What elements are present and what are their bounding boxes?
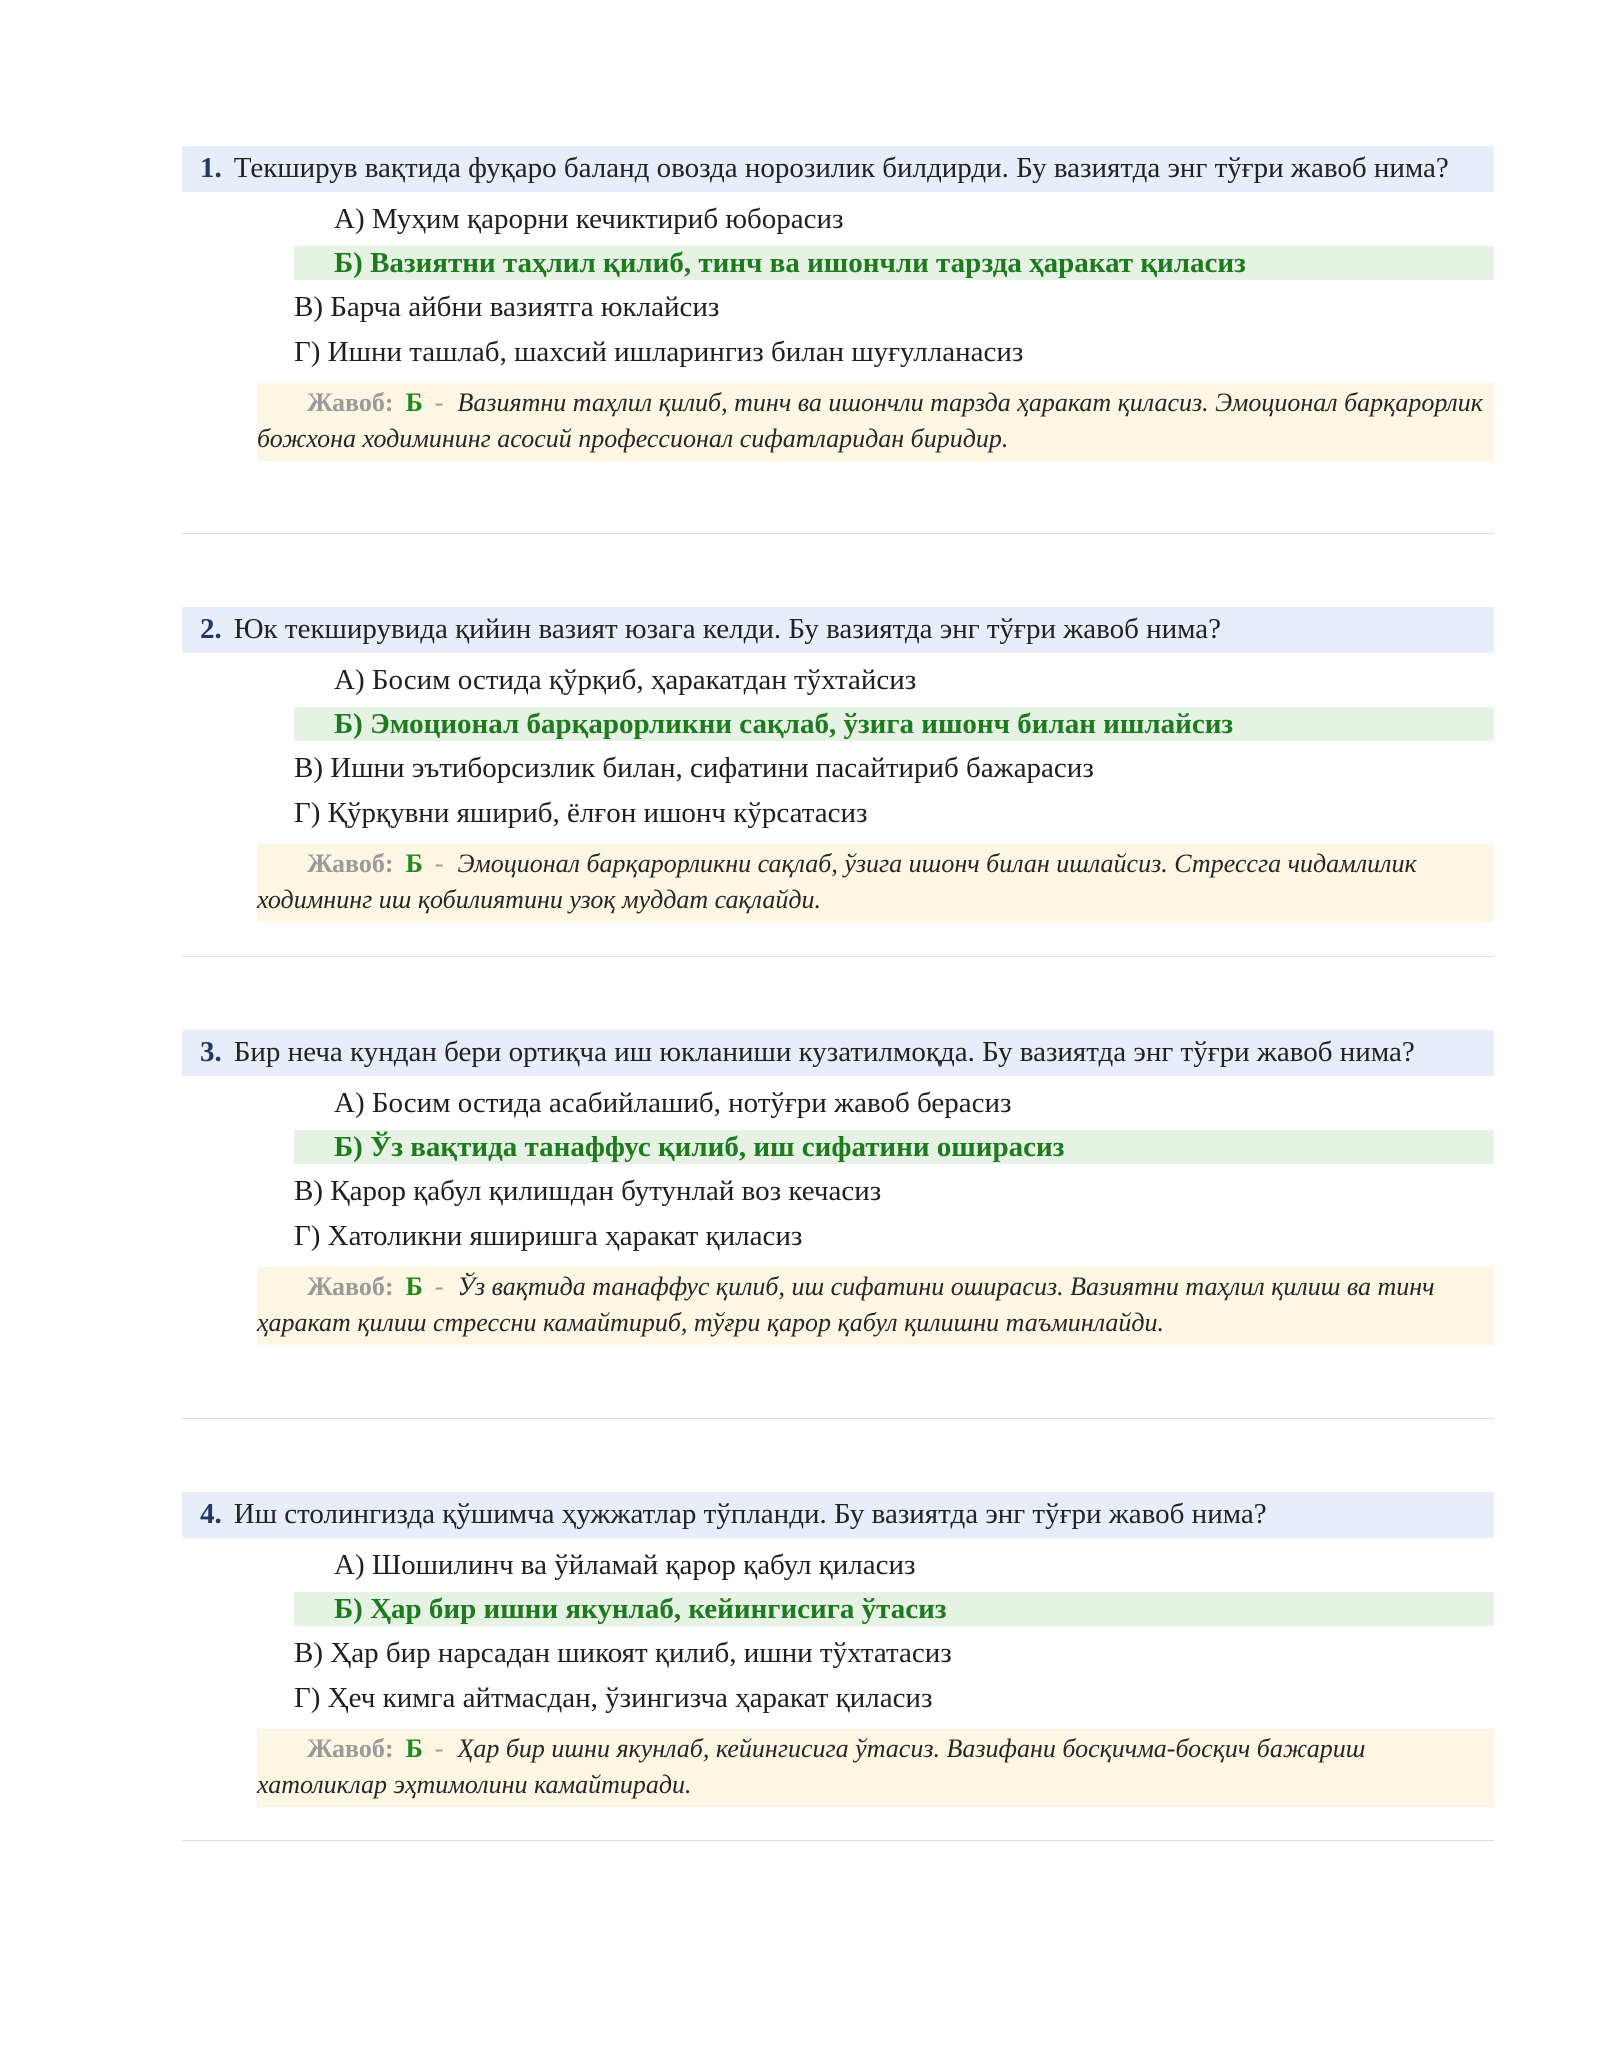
answer-dash: - (434, 1272, 444, 1301)
question-heading (182, 607, 1494, 653)
answer-box (257, 1267, 1494, 1345)
option-b-correct: Б) Ҳар бир ишни якунлаб, кейингисига ўтасиз (294, 1592, 1494, 1626)
answer-letter: Б (405, 1734, 423, 1763)
option-a: А) Босим остида асабийлашиб, нотўғри жавоб берасиз (334, 1087, 1012, 1119)
option-v: В) Ҳар бир нарсадан шикоят қилиб, ишни тўхтатасиз (294, 1637, 952, 1669)
option-a: А) Муҳим қарорни кечиктириб юборасиз (334, 203, 844, 235)
question-number: 3. (200, 1036, 222, 1068)
question-divider (182, 956, 1494, 957)
question-text: Текширув вақтида фуқаро баланд овозда норозилик билдирди. Бу вазиятда энг тўғри жавоб нима? (233, 152, 1449, 184)
answer-label: Жавоб: (307, 849, 394, 878)
option-g: Г) Хатоликни яширишга ҳаракат қиласиз (294, 1220, 803, 1252)
question-text: Юк текширувида қийин вазият юзага келди. Бу вазиятда энг тўғри жавоб нима? (233, 613, 1222, 645)
question-heading (182, 1492, 1494, 1538)
option-v: В) Қарор қабул қилишдан бутунлай воз кечасиз (294, 1175, 882, 1207)
option-b-correct: Б) Ўз вақтида танаффус қилиб, иш сифатини оширасиз (294, 1130, 1494, 1164)
answer-letter: Б (405, 1272, 423, 1301)
answer-box (257, 1729, 1494, 1807)
question-text: Бир неча кундан бери ортиқча иш юкланиши кузатилмоқда. Бу вазиятда энг тўғри жавоб нима? (233, 1036, 1415, 1068)
question-divider (182, 1418, 1494, 1419)
answer-box (257, 383, 1494, 461)
question-heading (182, 146, 1494, 192)
question-heading (182, 1030, 1494, 1076)
question-divider (182, 533, 1494, 534)
answer-explanation: Ўз вақтида танаффус қилиб, иш сифатини оширасиз. Вазиятни таҳлил қилиш ва тинч ҳаракат қилиш стрессни камайтириб, тўғри қарор қабул қилишни таъминлайди. (257, 1272, 1435, 1337)
answer-box (257, 844, 1494, 922)
answer-explanation: Вазиятни таҳлил қилиб, тинч ва ишончли тарзда ҳаракат қиласиз. Эмоционал барқарорлик божхона ходимининг асосий профессионал сифатларидан биридир. (257, 388, 1483, 453)
answer-explanation: Ҳар бир ишни якунлаб, кейингисига ўтасиз. Вазифани босқичма-босқич бажариш хатоликлар эҳтимолини камайтиради. (257, 1734, 1366, 1799)
question-number: 4. (200, 1498, 222, 1530)
answer-label: Жавоб: (307, 1272, 394, 1301)
answer-letter: Б (405, 388, 423, 417)
option-g: Г) Ишни ташлаб, шахсий ишларингиз билан шуғулланасиз (294, 336, 1024, 368)
option-g: Г) Ҳеч кимга айтмасдан, ўзингизча ҳаракат қиласиз (294, 1682, 933, 1714)
question-number: 1. (200, 152, 222, 184)
question-text: Иш столингизда қўшимча ҳужжатлар тўпланди. Бу вазиятда энг тўғри жавоб нима? (233, 1498, 1267, 1530)
question-divider (182, 1840, 1494, 1841)
answer-dash: - (434, 849, 444, 878)
option-a: А) Босим остида қўрқиб, ҳаракатдан тўхтайсиз (334, 664, 917, 696)
answer-label: Жавоб: (307, 388, 394, 417)
option-a: А) Шошилинч ва ўйламай қарор қабул қиласиз (334, 1549, 916, 1581)
question-number: 2. (200, 613, 222, 645)
option-v: В) Барча айбни вазиятга юклайсиз (294, 291, 720, 323)
option-v: В) Ишни эътиборсизлик билан, сифатини пасайтириб бажарасиз (294, 752, 1094, 784)
option-g: Г) Қўрқувни яшириб, ёлғон ишонч кўрсатасиз (294, 797, 868, 829)
answer-dash: - (434, 1734, 444, 1763)
question-block-4 (182, 1492, 1494, 1807)
answer-dash: - (434, 388, 444, 417)
question-block-2 (182, 607, 1494, 922)
option-b-correct: Б) Вазиятни таҳлил қилиб, тинч ва ишончли тарзда ҳаракат қиласиз (294, 246, 1494, 280)
question-block-1 (182, 146, 1494, 461)
option-b-correct: Б) Эмоционал барқарорликни сақлаб, ўзига ишонч билан ишлайсиз (294, 707, 1494, 741)
answer-letter: Б (405, 849, 423, 878)
answer-explanation: Эмоционал барқарорликни сақлаб, ўзига ишонч билан ишлайсиз. Стрессга чидамлилик ходимнинг иш қобилиятини узоқ муддат сақлайди. (257, 849, 1417, 914)
question-block-3 (182, 1030, 1494, 1345)
answer-label: Жавоб: (307, 1734, 394, 1763)
